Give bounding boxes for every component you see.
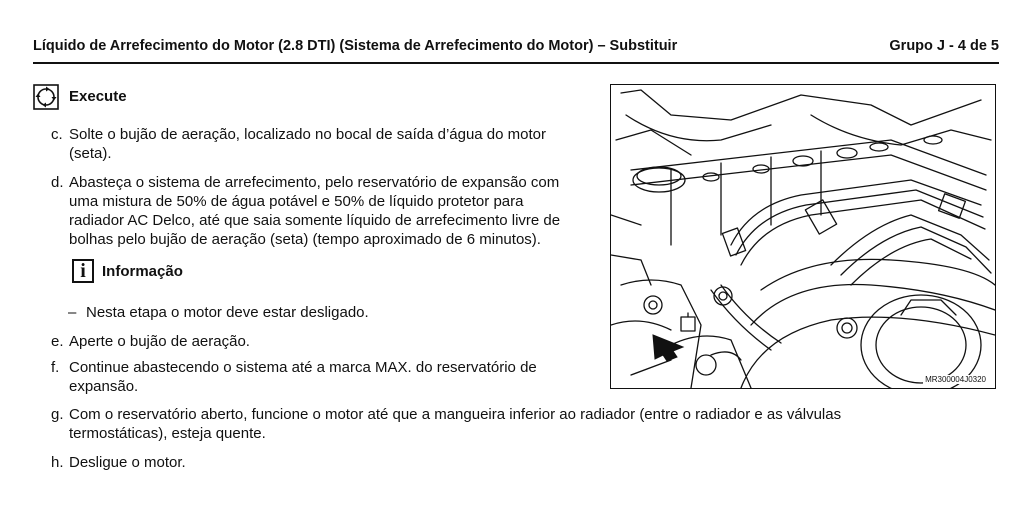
page-title: Líquido de Arrefecimento do Motor (2.8 DTI) (Sistema de Arrefecimento do Motor) – Substituir bbox=[33, 38, 678, 54]
engine-figure bbox=[610, 84, 996, 389]
step-line: expansão. bbox=[69, 378, 139, 395]
step-line: Desligue o motor. bbox=[69, 454, 186, 471]
step-line: Com o reservatório aberto, funcione o motor até que a mangueira inferior ao radiador (entre o radiador e as válvulas bbox=[69, 406, 842, 423]
step-line: Continue abastecendo o sistema até a marca MAX. do reservatório de bbox=[69, 359, 537, 376]
engine-illustration bbox=[611, 85, 995, 388]
step-marker: f. bbox=[51, 359, 60, 376]
step-text bbox=[69, 405, 841, 443]
step-line: uma mistura de 50% de água potável e 50% de líquido protetor para bbox=[69, 193, 524, 210]
execute-label: Execute bbox=[69, 88, 127, 105]
step-marker: h. bbox=[51, 454, 64, 471]
info-label: Informação bbox=[102, 263, 183, 280]
step-line: termostáticas), esteja quente. bbox=[69, 425, 266, 442]
step-line: Abasteça o sistema de arrefecimento, pelo reservatório de expansão com bbox=[69, 174, 560, 191]
info-icon: i bbox=[72, 259, 94, 283]
bleed-screw-arrow bbox=[653, 335, 683, 361]
step-marker: d. bbox=[51, 174, 64, 191]
step-line: bolhas pelo bujão de aeração (seta) (tempo aproximado de 6 minutos). bbox=[69, 231, 541, 248]
step-line: radiador AC Delco, até que saia somente líquido de arrefecimento livre de bbox=[69, 212, 561, 229]
step-marker: e. bbox=[51, 333, 64, 350]
page-group-number: Grupo J - 4 de 5 bbox=[889, 38, 999, 54]
execute-cycle-icon bbox=[33, 84, 59, 110]
step-marker: g. bbox=[51, 406, 64, 423]
step-line: (seta). bbox=[69, 145, 112, 162]
step-text bbox=[69, 358, 537, 396]
step-text bbox=[69, 173, 560, 249]
step-line: Aperte o bujão de aeração. bbox=[69, 333, 250, 350]
step-text bbox=[69, 125, 546, 163]
note-marker: – bbox=[68, 304, 77, 321]
step-marker: c. bbox=[51, 126, 63, 143]
note-text: Nesta etapa o motor deve estar desligado. bbox=[86, 304, 369, 321]
figure-code: MR300004J0320 bbox=[925, 375, 986, 384]
step-line: Solte o bujão de aeração, localizado no bocal de saída d’água do motor bbox=[69, 126, 547, 143]
page-header bbox=[33, 36, 999, 64]
